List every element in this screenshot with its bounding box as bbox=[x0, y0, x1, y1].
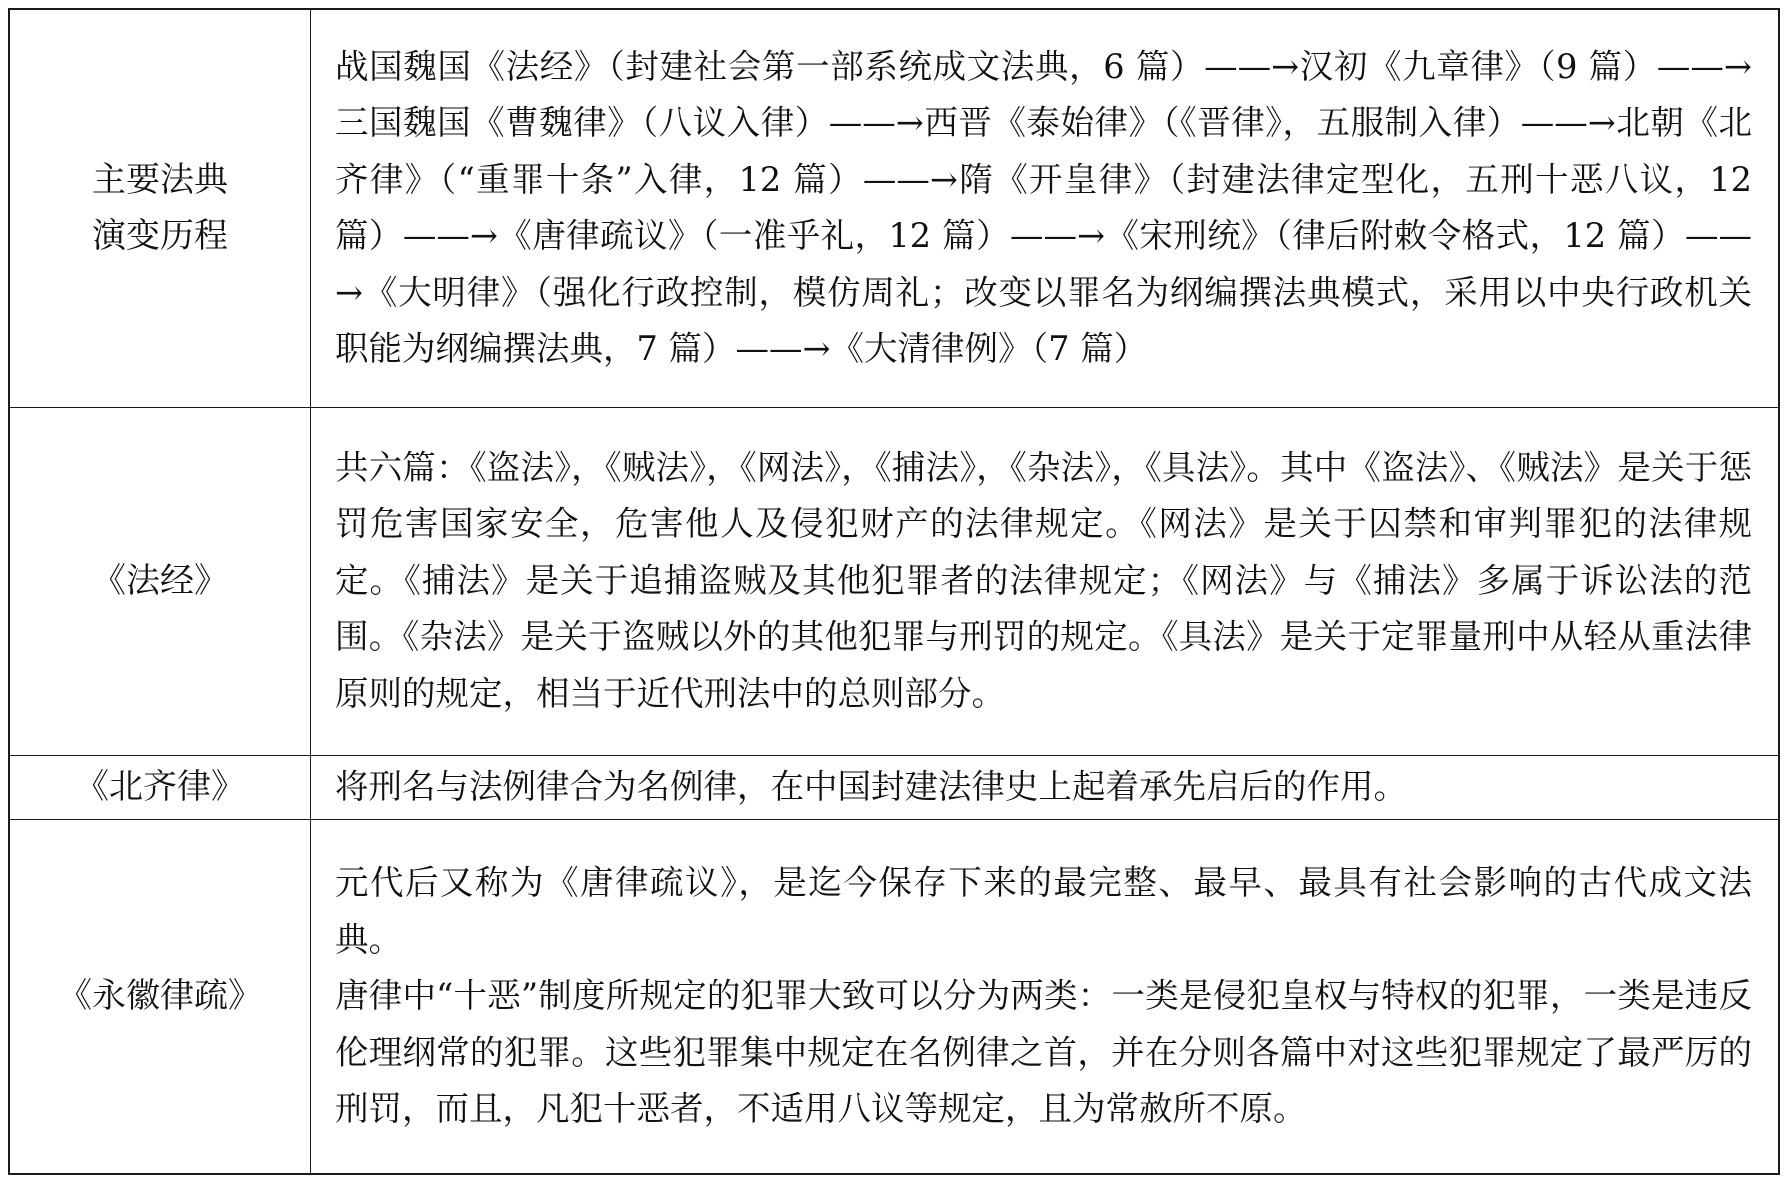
content-paragraph: 战国魏国《法经》（封建社会第一部系统成文法典，6 篇）——→汉初《九章律》（9 篇）——→三国魏国《曹魏律》（八议入律）——→西晋《泰始律》（《晋律》，五服制入律）——→北朝《北齐律》（“重罪十条”入律，12 篇）——→隋《开皇律》（封建法律定型化，五刑十恶八议，12 篇）——→《唐律疏议》（一准乎礼，12 篇）——→《宋刑统》（律后附敕令格式，12 篇）——→《大明律》（强化行政控制，模仿周礼；改变以罪名为纲编撰法典模式，采用以中央行政机关职能为纲编撰法典，7 篇）——→《大清律例》（7 篇） bbox=[335, 46, 1752, 369]
table-row-evolution bbox=[9, 9, 1779, 407]
row-label bbox=[9, 9, 311, 407]
row-content bbox=[311, 819, 1780, 1174]
table-row-yonghuilvshu bbox=[9, 819, 1779, 1174]
row-content bbox=[311, 407, 1780, 755]
row-label bbox=[9, 755, 311, 819]
row-label-line: 主要法典 bbox=[92, 160, 228, 201]
row-label bbox=[9, 819, 311, 1174]
row-label bbox=[9, 407, 311, 755]
content-paragraph: 唐律中“十恶”制度所规定的犯罪大致可以分为两类：一类是侵犯皇权与特权的犯罪，一类是违反伦理纲常的犯罪。这些犯罪集中规定在名例律之首，并在分则各篇中对这些犯罪规定了最严厉的刑罚，而且，凡犯十恶者，不适用八议等规定，且为常赦所不原。 bbox=[335, 976, 1752, 1128]
row-content bbox=[311, 755, 1780, 819]
row-label-line: 《永徽律疏》 bbox=[58, 976, 262, 1017]
table-row-fajing bbox=[9, 407, 1779, 755]
law-code-table bbox=[8, 8, 1780, 1175]
row-label-line: 演变历程 bbox=[92, 216, 228, 257]
document-page bbox=[8, 8, 1780, 1173]
table-row-beiqilv bbox=[9, 755, 1779, 819]
row-label-line: 《北齐律》 bbox=[75, 767, 245, 807]
content-paragraph: 共六篇：《盗法》，《贼法》，《网法》，《捕法》，《杂法》，《具法》。其中《盗法》、《贼法》是关于惩罚危害国家安全，危害他人及侵犯财产的法律规定。《网法》是关于囚禁和审判罪犯的法律规定。《捕法》是关于追捕盗贼及其他犯罪者的法律规定；《网法》与《捕法》多属于诉讼法的范围。《杂法》是关于盗贼以外的其他犯罪与刑罚的规定。《具法》是关于定罪量刑中从轻从重法律原则的规定，相当于近代刑法中的总则部分。 bbox=[335, 447, 1752, 713]
content-paragraph: 将刑名与法例律合为名例律，在中国封建法律史上起着承先启后的作用。 bbox=[335, 766, 1407, 806]
row-content bbox=[311, 9, 1780, 407]
row-label-line: 《法经》 bbox=[92, 561, 228, 601]
content-paragraph: 元代后又称为《唐律疏议》，是迄今保存下来的最完整、最早、最具有社会影响的古代成文法典。 bbox=[335, 863, 1752, 959]
